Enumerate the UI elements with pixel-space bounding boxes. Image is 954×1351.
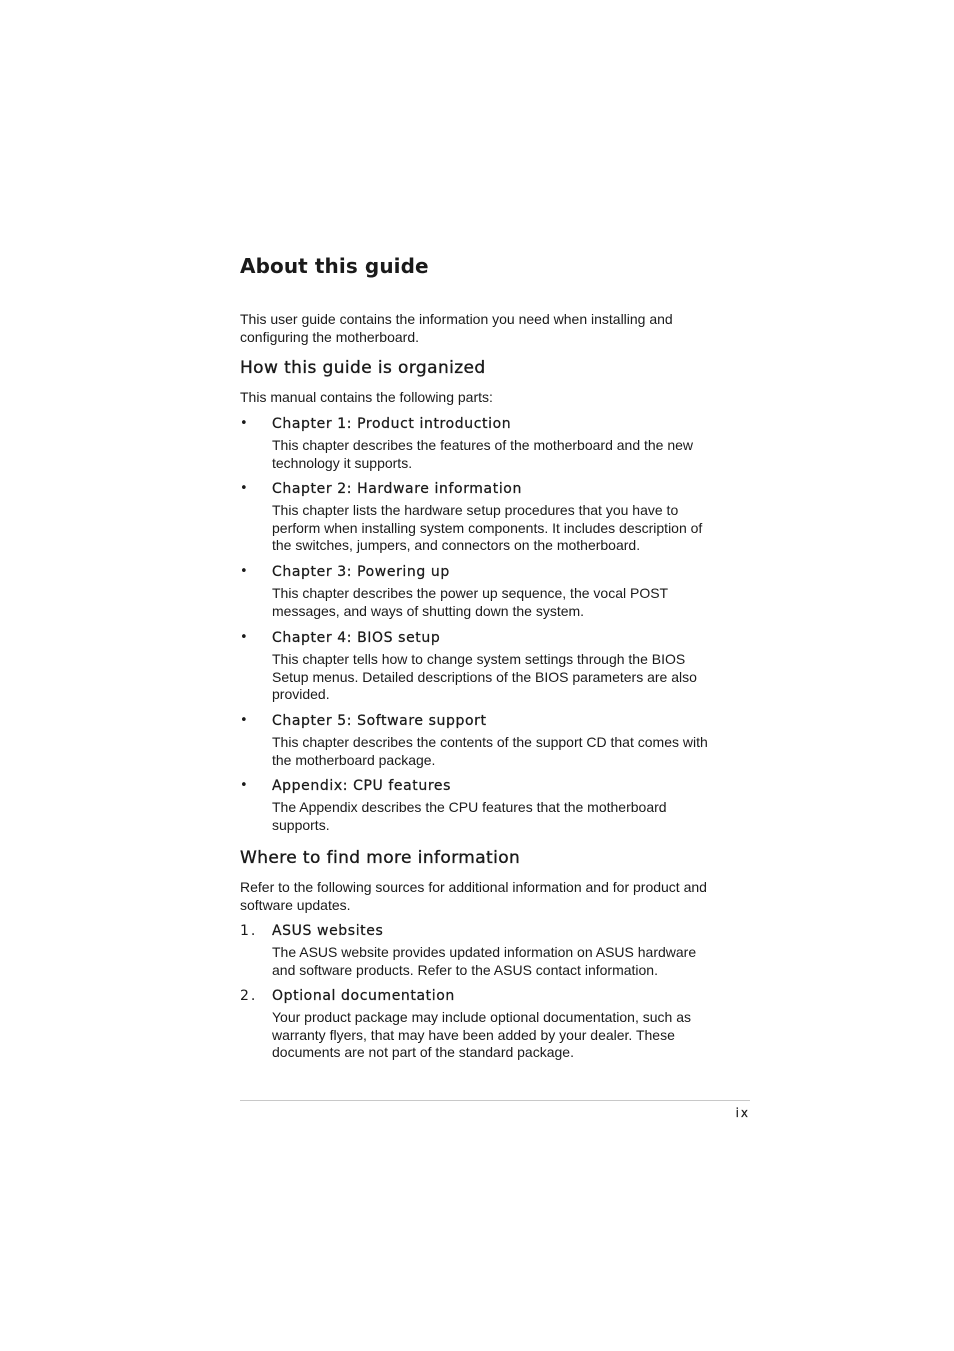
item-number: 2.: [240, 988, 258, 1004]
item-label: Chapter 5: Software support: [272, 713, 487, 729]
list-item-appendix: [240, 776, 750, 834]
item-label: Chapter 2: Hardware information: [272, 481, 522, 497]
organized-lead-text: This manual contains the following parts:: [240, 389, 493, 405]
more-info-lead-text: Refer to the following sources for additional information and for product and software updates.: [240, 879, 707, 913]
item-label: Optional documentation: [272, 988, 455, 1004]
bullet-icon: •: [240, 778, 248, 793]
list-item-chapter-1: [240, 414, 750, 472]
bullet-icon: •: [240, 630, 248, 645]
item-description: This chapter tells how to change system settings through the BIOS Setup menus. Detailed descriptions of the BIOS parameters are also provided.: [272, 651, 697, 702]
footer-divider: [240, 1100, 750, 1101]
bullet-icon: •: [240, 481, 248, 496]
section-heading-organized: How this guide is organized: [240, 358, 486, 378]
item-description: This chapter describes the contents of the support CD that comes with the motherboard package.: [272, 734, 708, 768]
bullet-icon: •: [240, 713, 248, 728]
item-number: 1.: [240, 923, 258, 939]
item-label: Chapter 1: Product introduction: [272, 416, 512, 432]
list-item-asus-websites: [240, 921, 750, 979]
list-item-chapter-4: [240, 628, 750, 704]
list-item-chapter-5: [240, 711, 750, 769]
bullet-icon: •: [240, 564, 248, 579]
item-description: This chapter describes the features of the motherboard and the new technology it supports.: [272, 437, 694, 471]
item-description: Your product package may include optional documentation, such as warranty flyers, that may have been added by your dealer. These documents are not part of the standard package.: [272, 1009, 691, 1060]
item-label: Chapter 3: Powering up: [272, 564, 450, 580]
list-item-optional-documentation: [240, 986, 750, 1062]
list-item-chapter-3: [240, 562, 750, 620]
item-description: The ASUS website provides updated information on ASUS hardware and software products. Refer to the ASUS contact information.: [272, 944, 697, 978]
bullet-icon: •: [240, 416, 248, 431]
section-heading-more-info: Where to find more information: [240, 848, 521, 868]
list-item-chapter-2: [240, 479, 750, 555]
item-description: This chapter lists the hardware setup procedures that you have to perform when installing system components. It includes description of the switches, jumpers, and connectors on the motherboard.: [272, 502, 703, 553]
item-description: This chapter describes the power up sequence, the vocal POST messages, and ways of shutting down the system.: [272, 585, 668, 619]
item-label: Chapter 4: BIOS setup: [272, 630, 441, 646]
item-description: The Appendix describes the CPU features that the motherboard supports.: [272, 799, 667, 833]
intro-paragraph: This user guide contains the information you need when installing and configuring the motherboard.: [240, 311, 673, 345]
page-number: ix: [735, 1106, 750, 1120]
page-title: About this guide: [240, 254, 429, 278]
item-label: ASUS websites: [272, 923, 384, 939]
item-label: Appendix: CPU features: [272, 778, 452, 794]
